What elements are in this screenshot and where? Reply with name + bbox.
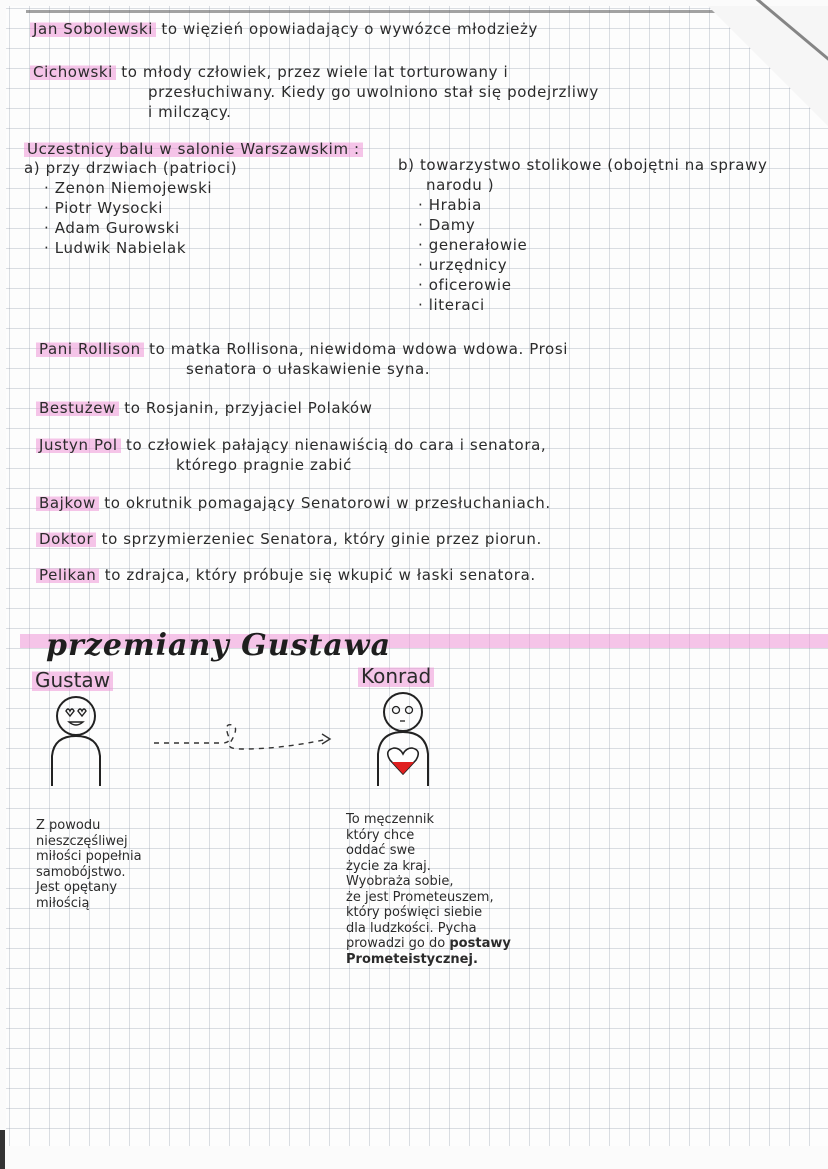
- character-entry: [36, 566, 536, 584]
- page-top-edge: [26, 10, 716, 13]
- group-b-item: · literaci: [418, 296, 485, 314]
- notebook-page: [6, 6, 828, 1146]
- character-desc-cont: i milczący.: [148, 103, 232, 121]
- transformation-arrow-icon: [152, 721, 342, 761]
- group-b-item: · Damy: [418, 216, 476, 234]
- character-entry: [36, 530, 542, 548]
- group-b-label: b) towarzystwo stolikowe (obojętni na sprawy: [398, 156, 768, 174]
- character-desc: to więzień opowiadający o wywózce młodzieży: [161, 20, 538, 38]
- konrad-figure-icon: [370, 690, 440, 790]
- character-name: Jan Sobolewski: [30, 20, 156, 38]
- character-name: Bestużew: [36, 399, 119, 417]
- folded-corner: [708, 6, 828, 126]
- group-a-label: a) przy drzwiach (patrioci): [24, 159, 238, 177]
- group-a-item: · Piotr Wysocki: [44, 199, 163, 217]
- character-desc-cont: senatora o ułaskawienie syna.: [186, 360, 431, 378]
- gustaw-label: Gustaw: [32, 668, 113, 692]
- character-desc: to młody człowiek, przez wiele lat torturowany i: [121, 63, 509, 81]
- character-entry: [30, 20, 538, 38]
- group-a-item: · Ludwik Nabielak: [44, 239, 187, 257]
- character-desc: to matka Rollisona, niewidoma wdowa wdowa. Prosi: [149, 340, 569, 358]
- character-name: Bajkow: [36, 494, 99, 512]
- character-name: Pelikan: [36, 566, 99, 584]
- character-desc: to człowiek pałający nienawiścią do cara i senatora,: [126, 436, 547, 454]
- character-entry: [36, 494, 551, 512]
- character-entry: [30, 63, 508, 81]
- character-name: Cichowski: [30, 63, 116, 81]
- character-desc: to Rosjanin, przyjaciel Polaków: [124, 399, 373, 417]
- group-a-item: · Zenon Niemojewski: [44, 179, 213, 197]
- group-b-item: · urzędnicy: [418, 256, 508, 274]
- character-name: Doktor: [36, 530, 96, 548]
- group-b-item: · Hrabia: [418, 196, 482, 214]
- character-desc-cont: przesłuchiwany. Kiedy go uwolniono stał się podejrzliwy: [148, 83, 599, 101]
- character-desc: to zdrajca, który próbuje się wkupić w łaski senatora.: [104, 566, 536, 584]
- group-b-item: · generałowie: [418, 236, 528, 254]
- group-b-label-cont: narodu ): [426, 176, 495, 194]
- gustaw-figure-icon: [42, 694, 112, 789]
- salon-heading: Uczestnicy balu w salonie Warszawskim :: [24, 140, 363, 158]
- gustaw-description: Z powodu nieszczęśliwej miłości popełnia samobójstwo. Jest opętany miłością: [36, 818, 142, 911]
- character-entry: [36, 436, 546, 454]
- character-desc-cont: którego pragnie zabić: [176, 456, 352, 474]
- konrad-label: Konrad: [358, 664, 434, 688]
- character-name: Pani Rollison: [36, 340, 144, 358]
- group-b-item: · oficerowie: [418, 276, 512, 294]
- konrad-description: To męczennik który chce oddać swe życie za kraj. Wyobraża sobie, że jest Prometeuszem, który poświęci siebie dla ludzkości. Pycha prowadzi go do postawy Prometeistycznej.: [346, 812, 511, 967]
- character-entry: [36, 340, 568, 358]
- group-a-item: · Adam Gurowski: [44, 219, 180, 237]
- section-title: przemiany Gustawa: [46, 628, 392, 663]
- character-entry: [36, 399, 373, 417]
- character-name: Justyn Pol: [36, 436, 121, 454]
- character-desc: to okrutnik pomagający Senatorowi w przesłuchaniach.: [104, 494, 551, 512]
- character-desc: to sprzymierzeniec Senatora, który ginie przez piorun.: [101, 530, 542, 548]
- scan-edge: [0, 1130, 5, 1169]
